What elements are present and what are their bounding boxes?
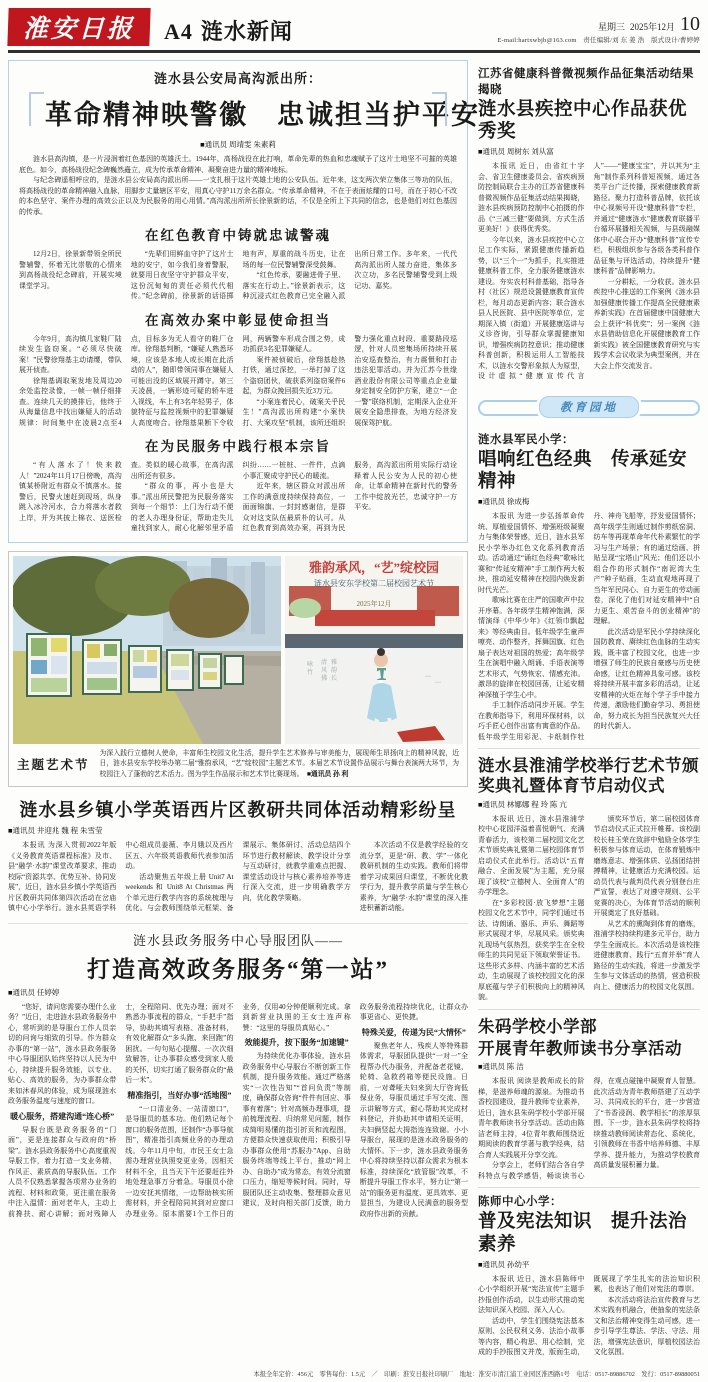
paragraph: 本次活动将法治宣传教育与艺术实践有机融合，使抽象的宪法条文和法治精神变得生动可感，进一步引导学生尊法、学法、守法、用法，增强宪法意识，厚植校园法治文化氛围。 — [593, 1295, 700, 1357]
gov-body — [8, 1002, 468, 1220]
chenshi-headline: 普及宪法知识 提升法治素养 — [478, 1212, 688, 1255]
svg-text:咏: 咏 — [307, 661, 314, 668]
paragraph: 本报讯 近日，涟水县陈师中心小学组织开展“宪法宣传”主题手抄报创作活动，以生动形式推动宪法知识深入校园、深入人心。 — [478, 1274, 585, 1315]
paragraph: 徐翔基调取案发地及周边20余处监控录像，一帧一帧仔细排查。连续几天的摸排后，他终于从海量信息中找出嫌疑人的活动规律：时间集中在凌晨2点至4点，目标多为无人看守的鞋厂仓库。徐翔基判断，“嫌疑人熟悉环境，应该是本地人或长期在此活动的人”，随即带领同事在嫌疑人可能出没的区域展开蹲守。第三天凌晨，一辆形迹可疑的轿车进入视线，车上有3名年轻男子，体貌特征与监控视频中的犯罪嫌疑人高度吻合。徐翔基果断下令收网，两辆警车形成合围之势，成功抓获3名犯罪嫌疑人。 — [19, 334, 346, 427]
paragraph: 分享会上，老师们结合各自学科特点与教学感悟，畅谈读书心得，在观点碰撞中凝聚育人智慧。此次活动为青年教师搭建了互动学习、共同成长的平台，进一步营造了“书香浸润、教学相长”的浓厚氛围。下一步，涟水县朱码学校将持续推动教师阅读常态化、系统化，引领教师在书香中培养师德、丰厚学养、提升能力，为推动学校教育高质量发展积蓄力量。 — [478, 1077, 700, 1180]
education-corner-banner — [478, 392, 700, 422]
gov-kicker: 涟水县政务服务中心导服团队—— — [132, 932, 343, 948]
weekday: 星期三 — [597, 22, 625, 32]
svg-text:拂: 拂 — [321, 675, 328, 682]
zhuma-body — [478, 1076, 700, 1181]
gov-section-4 — [360, 1041, 468, 1220]
police-headline-wrap — [29, 90, 480, 136]
article-chenshi-school — [478, 1187, 700, 1357]
paragraph: 本次活动不仅是教学经验的交流分享，更是“研、教、学”一体化教研机制的生动实践。教师们将带着学习成果回归课堂，不断优化教学行为，提升教学质量与学生核心素养，为“融学·水韵”课堂的深入推进积蓄新动能。 — [359, 841, 468, 913]
paragraph: 从艺术的熏陶到体育的磨炼，淮浦学校持续构建多元平台，助力学生全面成长。本次活动是该校推进健康教育、践行“五育并举”育人路径的生动实践，将进一步激发学生参与文体活动的热情，营造积极向上、健康活力的校园文化氛围。 — [593, 919, 700, 991]
paragraph: “小案连着民心，破案关乎民生！”高沟派出所构建“小案快打、大案攻坚”机制，该所还组织警力强化重点时段、重要路段巡逻，针对人员密集场所持续开展治安巡查整治，有力震慑和打击违法犯罪活动。并为江苏今世缘酒业股份有限公司等重点企业量身定制安全防护方案，建立“一企一警”联络机制，定期深入企业开展安全隐患排查，为地方经济发展保驾护航。 — [242, 334, 457, 427]
article-junmin-school — [478, 426, 700, 742]
zhuma-byline: ■通讯员 陈 洁 — [478, 1062, 524, 1072]
paragraph: “先辈们用鲜血守护了这片土地的安宁，如今我们身着警服，就要用日夜坚守守护群众平安，这份沉甸甸的责任必须代代相传。”纪念碑前，徐景新的话语掷地有声，厚重的战斗历史，让在场的每一位民警辅警深受鼓舞。 — [130, 250, 346, 300]
paragraph: 歌咏比赛在庄严的国歌声中拉开序幕。各年级学生精神饱满，深情演绎《中华少年》《红领巾飘起来》等经典曲目。低年级学生童声嘹亮、动作整齐，挥舞国旗、红色扇子表达对祖国的热爱；高年级学生在演唱中融入朗诵、手语表演等艺术形式，气势恢宏、情感充沛。激昂的旋律在校园回荡，让延安精神深植于学生心中。 — [478, 596, 585, 699]
police-headline: 革命精神映警徽 忠诚担当护平安 — [45, 100, 480, 130]
article-huaipu-school — [478, 748, 700, 1003]
festival-banner-date: 2025年12月 — [356, 599, 392, 608]
paragraph: “有人落水了！快来救人！”2024年11月17日傍晚，高沟镇某桥附近有群众不慎落水。接警后，民警火速赶到现场，纵身跳入冰冷河水，合力将落水者救上岸，并为其披上棉衣、送医检查。类似的暖心故事，在高沟派出所还有很多。 — [19, 461, 234, 522]
svg-text:雅: 雅 — [331, 659, 338, 666]
svg-text:风: 风 — [321, 667, 328, 674]
paragraph: 本报讯 阅读是教师成长的阶梯，是滋养师魂的源泉。为推动书香校园建设，提升教师专业素养，近日，涟水县朱码学校小学部开展青年教师读书分享活动。活动由陈洁老师主持，4位青年教师围绕近期阅读的教育学著与教学经典，结合育人实践展开分享交流。 — [478, 1077, 585, 1159]
festival-banner-title: 雅韵承风，“艺”绽校园 — [308, 559, 440, 575]
editor-info-line: E-mail:hartxwbjb@163.com 责任编辑/刘 东 姜 浩 版式设计/曹婷婷 — [497, 37, 700, 44]
junmin-kicker: 涟水县军民小学： — [478, 433, 574, 446]
photo-caption — [13, 744, 463, 783]
paragraph: “一口清业务、一站清窗口”，是导服员的基本功。他们熟记每个窗口的服务范围，还制作“办事导航图”，精准指引高频业务的办理动线。今年11月中旬，市民王女士急需办理营业执照变更业务，因相关材料不全，且当天下午还要赶往外地处理急事万分着急。导服员小徐一边安抚其情绪，一边帮助核实所需材料，并全程陪同其到对应窗口办理业务。原本需要1个工作日的业务，仅用40分钟便顺利完成。拿到新营业执照的王女士连声称赞：“这里的导服员真贴心。” — [125, 1002, 351, 1218]
gov-subhead-3: 效能提升，按下服务“加速键” — [244, 1038, 349, 1048]
police-byline: ■通讯员 周靖雯 朱素莉 — [200, 140, 276, 149]
photo-caption-text: 为深入践行立德树人使命，丰富师生校园文化生活，提升学生艺术修养与审美能力，展现师生昂扬向上的精神风貌，近日，涟水县安东学校举办第二届“雅韵承风，“艺”绽校园”主题艺术节。本届艺术节设置作品展示与舞台表演两大环节，为校园注入了蓬勃的艺术活力。图为学生作品展示和艺术节比赛现场。 ■通讯员 孙 利 — [99, 749, 459, 778]
svg-text:竹: 竹 — [307, 669, 314, 676]
svg-text:韵: 韵 — [331, 667, 338, 674]
article-police — [8, 60, 480, 543]
junmin-headline: 唱响红色经典 传承延安精神 — [478, 449, 688, 493]
day-number: 10 — [680, 13, 700, 35]
police-section-body-2 — [19, 334, 457, 429]
police-section-body-1 — [19, 249, 457, 302]
cdc-headline: 涟水县疾控中心作品获优秀奖 — [478, 100, 688, 143]
article-zhuma-school — [478, 1009, 700, 1182]
paragraph: 导服台既是政务服务的“门面”，更是连接群众与政府的“桥梁”。涟水县政务服务中心高度重视导服工作，着力打造一支业务精、作风正、素质高的导服队伍。工作人员不仅熟悉掌握各项常办业务的流程、材料和政策，更注重在服务中注入温情：面对老年人，主动上前搀扶、耐心讲解；面对残障人士，全程陪同、优先办理；面对不熟悉办事流程的群众，“手把手”指导，协助其填写表格、准备材料，有效化解群众“多头跑、来回跑”的困扰。一句句贴心提醒、一次次细致解答，让办事群众感受到家人般的关怀，切实打通了服务群众的“最后一米”。 — [8, 1002, 234, 1218]
page-name: 涟水新闻 — [200, 19, 293, 44]
article-gov-services — [8, 923, 468, 1220]
zhuma-headline-line1: 朱码学校小学部 — [478, 1016, 597, 1036]
paragraph: “红色传承，要融进骨子里、落实在行动上。”徐景新表示，这种沉浸式红色教育已完全融入派出所日常工作。多年来，一代代高沟派出所人接力奋进，集体多次立功，多名民警辅警受到上级记功、嘉奖。 — [242, 250, 457, 300]
police-kicker: 涟水县公安局高沟派出所： — [153, 71, 322, 86]
chenshi-kicker: 陈师中心小学： — [478, 1196, 562, 1209]
paragraph: 本报讯 近日，由省红十字会、省卫生健康委员会、省疾病预防控制局联合主办的江苏省健康科普微视频作品征集活动结果揭晓，涟水县疾病预防控制中心拍摄的作品《“三减三健”要做到，方式生活更美好！》获得优秀奖。 — [478, 162, 585, 234]
svg-text:﹏: ﹏ — [425, 671, 432, 678]
english-body — [8, 840, 468, 914]
page-label — [164, 15, 293, 46]
paragraph: 本报讯 近日，涟水县淮浦学校中心花园洋溢着喜悦朝气、充满青春活力，该校第二届校园文化艺术节颁奖典礼暨第二届校园体育节启动仪式在此举行。活动以“五育融合、全面发展”为主题，充分展现了该校“立德树人、全面育人”的办学理念。 — [478, 814, 585, 897]
paragraph: 近年来，辖区群众对派出所工作的满意度持续保持高位，一面面锦旗、一封封感谢信，是群众对这支队伍最质朴的认可。从红色教育到高效办案，再到为民服务，高沟派出所用实际行动诠释着人民公安为人民的初心使命，让革命精神在新时代的警务工作中绽放光芒，忠诚守护一方平安。 — [242, 461, 457, 532]
right-column — [478, 60, 700, 1358]
huaipu-byline: ■通讯员 林娜娜 程 玲 陈 亢 — [478, 799, 567, 809]
cdc-byline: ■通讯员 周树东 刘从富 — [478, 147, 554, 157]
paragraph: 此次活动是军民小学持续深化国防教育、赓续红色血脉的生动实践，既丰富了校园文化，也进一步增强了师生的民族自豪感与历史使命感，让红色精神具象可感。该校将持续开展丰富多彩的活动，让延安精神的火炬在每个学子手中接力传递，激励他们勤奋学习、勇担使命，努力成长为担当民族复兴大任的时代新人。 — [593, 627, 700, 731]
page-footer: 本报全年定价：456元 零售每份：1.5元 ／ 印刷：淮安日报社印刷厂 地址：淮安市清江浦工业园区淮西路1号 电话：0517-89886702 发行：0517-89880051 — [253, 1370, 700, 1378]
english-headline: 涟水县乡镇小学英语西片区教研共同体活动精彩纷呈 — [19, 800, 457, 821]
paragraph: 案件被侦破后，徐翔基趁热打铁，通过深挖，一举打掉了这个盗窃团伙，破获系列盗窃案件6起，为群众挽回损失近3万元。 — [242, 355, 346, 395]
masthead-rule — [8, 50, 700, 53]
festival-banner-subtitle: 涟水县安东学校第二届校园艺术节 — [314, 578, 434, 588]
photo-caption-label: 主题艺术节 — [17, 758, 90, 773]
photo-dancer — [285, 556, 463, 744]
gov-subhead-1: 暖心服务，搭建沟通“连心桥” — [10, 1111, 115, 1121]
svg-text:清: 清 — [321, 659, 328, 666]
paragraph: 颁奖环节后，第二届校园体育节启动仪式正式拉开帷幕。该校副校长桂玉荣在致辞中勉励全体学生积极参与体育运动，在体育锻炼中磨炼意志、增强体质、弘扬团结拼搏精神，让健康活力充满校园。运动员代表与裁判员代表分别登台庄严宣誓，表达了对遵守规则、公平竞赛的决心，为体育节活动的顺利开展奠定了良好基础。 — [593, 814, 700, 918]
gov-headline: 打造高效政务服务“第一站” — [87, 956, 389, 982]
junmin-byline: ■通讯员 徐成梅 — [478, 497, 530, 507]
huaipu-body — [478, 814, 700, 1003]
dateline — [497, 15, 700, 33]
gov-subhead-4: 特殊关爱，传递为民“大情怀” — [361, 1027, 466, 1037]
paragraph: 涟水县高沟镇，是一片浸润着红色基因的英雄沃土。1944年，高杨战役在此打响，革命先辈的热血和忠魂赋予了这片土地坚不可摧的英雄底色。如今，高杨战役纪念碑巍然矗立，成为传承革命精神、凝聚奋进力量的精神地标。 — [19, 155, 457, 174]
gov-byline: ■通讯员 任婷婷 — [8, 987, 60, 997]
cdc-body — [478, 161, 700, 382]
banner-label: 教育园地 — [539, 396, 639, 418]
police-intro — [19, 154, 457, 217]
zhuma-headline-line2: 开展青年教师读书分享活动 — [478, 1038, 682, 1058]
gov-intro: “您好，请问您需要办理什么业务？”近日，走进涟水县政务服务中心，常听到的是导服台工作人员亲切的问询与细致的引导。作为群众办事的“第一站”，涟水县政务服务中心导服团队始终坚持以人民为中心，持续提升服务效能，以专业、贴心、高效的服务，为办事群众带来如沐春风的体验，成为展现涟水政务服务温度与速度的窗口。 — [8, 1002, 117, 1106]
chenshi-byline: ■通讯员 孙幼平 — [478, 1259, 530, 1269]
paragraph: “群众的事，再小也是大事。”派出所民警把为民服务落实到每一个细节：上门为行动不便的老人办理身份证，帮助走失儿童找到家人，耐心化解邻里矛盾纠纷……一桩桩、一件件，点滴小事汇聚成守护民心的暖流。 — [130, 461, 346, 532]
police-section-head-2: 在高效办案中彰显使命担当 — [145, 312, 331, 328]
cdc-kicker: 江苏省健康科普微视频作品征集活动结果揭晓 — [478, 68, 694, 96]
left-column — [8, 60, 480, 1358]
paragraph: 与纪念碑遥相呼应的，是涟水县公安局高沟派出所——一支扎根于这片英雄土地的公安队伍。近年来，这支两次荣立集体三等功的队伍，将高杨战役的革命精神融入血脉，用脚步丈量辖区平安，用真心守护11万余名群众。“传承革命精神，不在于表面炫耀的口号，而在于初心不改的本色坚守、案件办理的高效公正以及为民服务的用心用情。”高沟派出所所长徐景新的话，不仅是全所上下共同的信念，也是他们对红色基因的传承。 — [19, 176, 457, 216]
masthead-logo — [7, 8, 150, 46]
paragraph: 为持续优化办事体验，涟水县政务服务中心导服台不断创新工作机制，提升服务效能。通过严格落实“一次性告知”“首问负责”等制度，确保群众咨询“件件有回应、事事有着落”；针对高频办理事项，提前梳理流程、归纳常见问题，制作成简明易懂的指引折页和流程图，方便群众快速获取使用；积极引导办事群众使用“苏服办”App、自助服务终端等线上平台，推动“网上办、自助办”成为常态，有效分流窗口压力，缩短等候时间。同时，导服团队还主动收集、整理群众意见建议，及时向相关部门反馈，助力政务服务流程持续优化，让群众办事更省心、更快捷。 — [242, 1002, 468, 1208]
page-code: A4 — [164, 19, 193, 44]
junmin-body — [478, 511, 700, 742]
paragraph: 一分耕耘，一分收获。涟水县疾控中心推送的工作案例《涟水县加强健康传播工作提高全民健康素养新实践》在首届健康中国健康大会上获评“科优奖”；另一案例《涟水县借助信息化开展健康教育工作新实践》被全国健康教育研究与实践学术会议收录为典型案例，并在大会上作交流发言。 — [593, 277, 700, 370]
paragraph: 今年以来，涟水县疾控中心立足工作实际，紧跟健康传播新趋势，以“三个一”为抓手，扎实推进健康科普工作，全力服务健康涟水建设。夯实农村科普基础，指导各村（社区）规范设置健康教育宣传栏，每月动态更新内容；联合涟水县人民医院、县中医院等单位，定期深入镇（街道）开展健康巡讲与义诊咨询，引导群众掌握健康知识，增强疾病防控意识；推动健康科普创新，积极运用人工智能技术，以涟水交警形象拟人为原型，设计虚拟“健康宣传代言人”——“健康宝宝”，并以其为“主角”制作系列科普短视频，通过各类平台广泛传播，探索健康教育新路径。聚力打造科普品牌，依托该中心视频号开设“健康科普”专栏，并通过“健康涟水”健康教育联播平台循环展播相关视频，与县级融媒体中心联合开办“健康科普”宣传专栏，积极组织参与各级各类科普作品征集与评选活动，持续提升“健康科普”品牌影响力。 — [478, 162, 700, 381]
police-section-head-1: 在红色教育中铸就忠诚警魂 — [145, 228, 331, 243]
photo-row — [13, 556, 463, 744]
svg-text:长: 长 — [331, 675, 338, 682]
gov-subhead-2: 精准指引，当好办事“活地图” — [127, 1090, 232, 1100]
paragraph: 在“多彩校园·放飞梦想”主题校园文化艺术节中，同学们通过书法、诗朗诵、器乐、声乐、舞蹈等形式展现才华，尽展风采。颁奖典礼现场气氛热烈，获奖学生在全校师生的共同见证下领取荣誉证书。这些形式多样、内涵丰富的艺术活动，生动展现了该校校园文化的深厚底蕴与学子们积极向上的精神风貌。 — [478, 898, 585, 1002]
photo-story — [8, 551, 468, 788]
huaipu-headline: 涟水县淮浦学校举行艺术节颁奖典礼暨体育节启动仪式 — [478, 756, 699, 796]
masthead-meta — [497, 15, 700, 44]
date: 2025年12月 — [629, 22, 675, 32]
paragraph: 手工制作活动同步开展。学生在教师指导下，利用环保材料，以巧手匠心创作出富有寓意的作品。低年级学生用彩泥、卡纸制作牡丹、神舟飞船等，抒发爱国情怀；高年级学生则通过制作剪纸窑洞、纺车等再现革命年代朴素繁忙的学习与生产场景；有的通过绘画、拼贴呈现“宝塔山”风光；他们还以小组合作的形式制作“南泥湾大生产”种子贴画，生动直观地再现了当年军民同心、自力更生的劳动画卷，深化了他们对延安精神中“自力更生、艰苦奋斗的创业精神”的理解。 — [478, 512, 700, 741]
paragraph: 活动中，学生们围绕宪法基本原则、公民权利义务、法治小故事等内容，精心构思、用心绘制，完成的手抄报图文并茂，版面生动，既展现了学生扎实的法治知识积累，也表达了他们对宪法的尊崇。 — [478, 1274, 700, 1357]
paragraph: 今年9月，高沟镇几家鞋厂陆续发生盗窃案。“必须尽快破案！”民警徐翔基主动请缨，带队展开侦查。 — [19, 334, 122, 374]
article-cdc-award — [478, 60, 700, 382]
photo-caption-byline: ■通讯员 孙 利 — [306, 770, 349, 778]
paragraph: 本报讯 为进一步弘扬革命传统、厚植爱国情怀、增强班级凝聚力与集体荣誉感，近日，涟水县军民小学举办红色文化系列教育活动。活动通过“诵红色经典”歌咏比赛和“传延安精神”手工制作两大板块，推动延安精神在校园内焕发新时代光芒。 — [478, 512, 585, 594]
paragraph: 12月2日，徐景新带领全所民警辅警，怀着无比崇敬的心情来到高杨战役纪念碑前，开展实境课堂学习。 — [19, 250, 122, 290]
english-byline: ■通讯员 井迎兆 魏 程 朱雪莹 — [8, 826, 103, 836]
masthead — [8, 6, 700, 46]
police-section-head-3: 在为民服务中践行根本宗旨 — [145, 439, 331, 454]
paragraph: 活动聚焦五年级上册 Unit7 At weekends 和 Unit8 At Christmas 两个单元进行教学内容的系统梳理与优化。与会教师围绕单元框架、备课展示、集体研讨、活动总结四个环节进行教材解读、教学设计分享与互动研讨，就教学重难点把握、课堂活动设计与核心素养培养等进行深入交流，进一步明确教学方向，优化教学策略。 — [125, 841, 351, 913]
paragraph: 聚焦老年人、残疾人等特殊群体需求，导服团队提供“一对一”全程帮办代办服务，并配备老花镜、轮椅、急救药箱等便民设施。日前，一对聋哑夫妇来到大厅咨询低保业务，导服员通过手写交流、图示讲解等方式，耐心帮助其完成材料登记，并协助其申请相关证明，夫妇俩竖起大拇指连连致谢。小小导服台，展现的是涟水政务服务的大情怀。下一步，涟水县政务服务中心将持续坚持以群众需求为根本标准，持续深化“放管服”改革，不断提升导服工作水平，努力让“第一站”的服务更有温度、更具效率、更显担当，为建设人民满意的服务型政府作出新的贡献。 — [359, 1041, 468, 1218]
article-english-teaching — [8, 796, 468, 914]
paragraph: 本报讯 为深入贯彻2022年版《义务教育英语课程标准》及市、县“融学·水韵”课堂改革要求，推动校际“资源共享、优势互补、协同发展”，近日，涟水县乡镇小学英语西片区教研共同体第四次活动在岔庙镇中心小学举行。涟水县英语学科中心组成员姜薇、李月娥以及西片区五、六年级英语教师代表参加活动。 — [8, 841, 234, 913]
svg-text:﹏: ﹏ — [435, 677, 442, 684]
police-section-body-3 — [19, 460, 457, 534]
chenshi-body — [478, 1274, 700, 1358]
photo-artwork-boards — [13, 556, 281, 744]
masthead-title: 淮安日报 — [22, 16, 136, 43]
